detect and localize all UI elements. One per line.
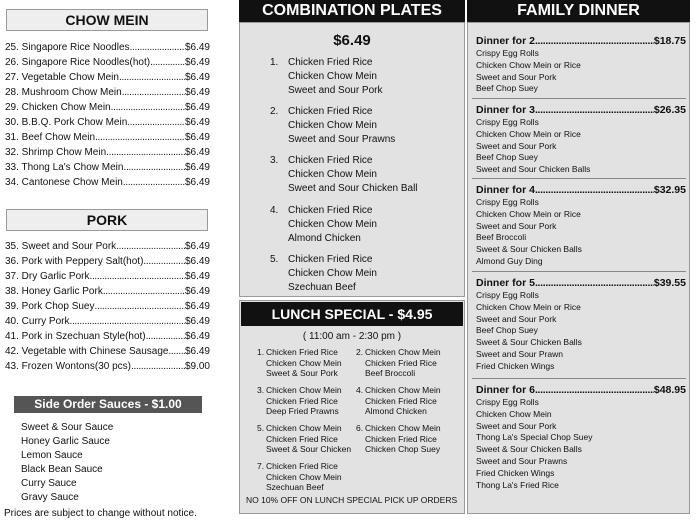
dinner-title [476,184,686,196]
plate-line: Chicken Fried Rice [288,155,373,166]
dinner-items [476,290,582,373]
menu-item-name: 37. Dry Garlic Pork [5,271,90,282]
dot-leader [535,104,654,116]
dinner-title [476,384,686,396]
lunch-special-heading: LUNCH SPECIAL - $4.95 [241,302,463,326]
lunch-set-line: Chicken Chop Suey [365,444,441,454]
combination-price: $6.49 [333,32,371,49]
menu-item [5,83,210,98]
plate-line: Chicken Fried Rice [288,205,373,216]
chow-mein-heading: CHOW MEIN [6,9,208,31]
lunch-set [257,347,342,379]
combination-plate [270,154,418,196]
menu-item [5,282,210,297]
dinner-name: Dinner for 4 [476,184,535,196]
pork-list [5,237,210,372]
side-sauces-heading: Side Order Sauces - $1.00 [14,396,202,413]
menu-item-name: 40. Curry Pork [5,316,70,327]
plate-number: 4. [270,205,279,216]
dinner-item: Chicken Chow Mein [476,408,552,419]
lunch-set [356,423,441,455]
dinner-item: Sweet and Sour Pork [476,71,557,82]
side-sauces-list [21,421,113,505]
menu-item-name: 36. Pork with Peppery Salt(hot) [5,256,144,267]
dinner-divider [472,178,686,179]
plate-line: Chicken Fried Rice [288,57,373,68]
menu-item-name: 42. Vegetable with Chinese Sausage [5,346,169,357]
family-dinner-heading: FAMILY DINNER [467,0,690,22]
lunch-set-line: Chicken Chow Mein [266,423,342,433]
menu-item [5,237,210,252]
sauce-item: Black Bean Sauce [21,464,103,475]
lunch-set-line: Chicken Fried Rice [266,433,338,444]
dot-leader [127,117,185,128]
menu-item-price: $6.49 [184,57,210,68]
menu-item-name: 41. Pork in Szechuan Style(hot) [5,331,146,342]
menu-item-price: $6.49 [184,42,210,53]
dot-leader [535,384,654,396]
dinner-divider [472,271,686,272]
dinner-item: Chicken Chow Mein or Rice [476,59,581,70]
menu-item-price: $6.49 [184,147,210,158]
dinner-item: Crispy Egg Rolls [476,397,539,407]
dot-leader [535,35,654,47]
plate-line: Sweet and Sour Prawns [288,134,396,145]
dot-leader [123,162,185,173]
menu-item [5,252,210,267]
dot-leader [122,87,185,98]
dinner-title [476,104,686,116]
dinner-item: Chicken Chow Mein or Rice [476,208,581,219]
plate-line: Chicken Fried Rice [288,106,373,117]
lunch-set-number: 3. [257,385,265,395]
dinner-item: Thong La's Fried Rice [476,479,559,490]
dinner-item: Sweet and Sour Chicken Balls [476,164,591,175]
lunch-set-number: 4. [356,385,364,395]
plate-line: Chicken Chow Mein [288,169,377,180]
menu-item [5,68,210,83]
left-menu-column [0,0,232,522]
menu-item-price: $6.49 [184,286,210,297]
menu-item-name: 27. Vegetable Chow Mein [5,72,119,83]
lunch-set [257,385,342,417]
dinner-item: Fried Chicken Wings [476,360,555,371]
dot-leader [89,271,185,282]
dinner-price: $48.95 [653,384,686,396]
dot-leader [69,316,185,327]
plate-line: Sweet and Sour Pork [288,85,383,96]
dinner-price: $32.95 [653,184,686,196]
dinner-name: Dinner for 2 [476,35,535,47]
dinner-item: Sweet and Sour Prawns [476,455,568,466]
dinner-price: $26.35 [653,104,686,116]
dinner-price: $39.55 [653,277,686,289]
dinner-title [476,35,686,47]
lunch-set [257,423,352,455]
lunch-set-line: Chicken Chow Mein [266,471,342,482]
dinner-item: Fried Chicken Wings [476,467,555,478]
lunch-set-line: Deep Fried Prawns [266,406,339,416]
dinner-item: Crispy Egg Rolls [476,117,539,127]
lunch-set-number: 6. [356,423,364,433]
lunch-set-line: Almond Chicken [365,406,427,416]
plate-line: Almond Chicken [288,233,361,244]
dot-leader [131,361,185,372]
menu-item-price: $6.49 [184,177,210,188]
dinner-item: Beef Chop Suey [476,325,538,336]
lunch-set-line: Chicken Chow Mein [365,385,441,395]
dinner-item: Sweet and Sour Pork [476,420,557,431]
dot-leader [106,147,185,158]
dinner-items [476,397,592,491]
dinner-price: $18.75 [653,35,686,47]
menu-item [5,38,210,53]
lunch-note: NO 10% OFF ON LUNCH SPECIAL PICK UP ORDERS [246,495,458,505]
dot-leader [95,132,185,143]
dinner-item: Sweet & Sour Chicken Balls [476,444,582,455]
dinner-item: Sweet and Sour Pork [476,313,557,324]
plate-line: Chicken Chow Mein [288,71,377,82]
dinner-divider [472,378,686,379]
combination-plate [270,253,377,295]
menu-item-price: $6.49 [184,87,210,98]
menu-item-name: 38. Honey Garlic Pork [5,286,103,297]
menu-item-price: $9.00 [184,361,210,372]
lunch-set-line: Chicken Fried Rice [365,357,437,368]
dot-leader [535,184,654,196]
lunch-set-number: 1. [257,347,265,357]
dinner-item: Beef Chop Suey [476,152,538,163]
dot-leader [130,42,185,53]
lunch-set-line: Chicken Fried Rice [365,395,437,406]
menu-item-price: $6.49 [184,301,210,312]
dinner-item: Sweet and Sour Pork [476,140,557,151]
lunch-set-line: Chicken Chow Mein [266,385,342,395]
dinner-item: Sweet & Sour Chicken Balls [476,337,582,348]
menu-item-price: $6.49 [184,72,210,83]
lunch-set-number: 7. [257,461,265,471]
lunch-set-number: 2. [356,347,364,357]
menu-item [5,173,210,188]
dot-leader [116,241,185,252]
menu-item-name: 33. Thong La's Chow Mein [5,162,124,173]
menu-item [5,267,210,282]
dinner-item: Chicken Chow Mein or Rice [476,301,581,312]
plate-number: 5. [270,254,279,265]
menu-item [5,143,210,158]
dinner-item: Beef Broccoli [476,232,527,243]
dinner-items [476,117,590,176]
chow-mein-list [5,38,210,188]
menu-item [5,113,210,128]
dinner-item: Almond Guy Ding [476,255,543,266]
dot-leader [123,177,185,188]
combination-plate [270,204,377,246]
sauce-item: Lemon Sauce [21,450,83,461]
dot-leader [103,286,185,297]
lunch-set-line: Sweet & Sour Pork [266,368,338,378]
dinner-item: Sweet and Sour Prawn [476,348,563,359]
menu-item-name: 29. Chicken Chow Mein [5,102,111,113]
lunch-hours: ( 11:00 am - 2:30 pm ) [302,331,402,342]
menu-item [5,53,210,68]
menu-item-price: $6.49 [184,162,210,173]
combination-plates-heading: COMBINATION PLATES [239,0,465,22]
dinner-name: Dinner for 5 [476,277,535,289]
menu-item [5,357,210,372]
menu-item-name: 31. Beef Chow Mein [5,132,96,143]
menu-item-name: 25. Singapore Rice Noodles [5,42,130,53]
dinner-name: Dinner for 3 [476,104,535,116]
dot-leader [95,301,185,312]
sauce-item: Curry Sauce [21,478,77,489]
menu-item-name: 35. Sweet and Sour Pork [5,241,117,252]
lunch-set-line: Chicken Chow Mein [365,347,441,357]
lunch-set [356,385,441,417]
lunch-set-line: Szechuan Beef [266,482,324,492]
menu-item-price: $6.49 [184,241,210,252]
menu-item-price: $6.49 [184,117,210,128]
menu-item-name: 34. Cantonese Chow Mein [5,177,123,188]
dot-leader [535,277,654,289]
dinner-name: Dinner for 6 [476,384,535,396]
price-disclaimer: Prices are subject to change without notice. [4,508,197,519]
dinner-item: Chicken Chow Mein or Rice [476,128,581,139]
plate-line: Chicken Fried Rice [288,254,373,265]
lunch-set-line: Chicken Fried Rice [266,347,338,357]
dot-leader [150,57,185,68]
lunch-set-line: Chicken Fried Rice [266,461,338,471]
plate-line: Sweet and Sour Chicken Ball [288,183,418,194]
dot-leader [143,256,185,267]
sauce-item: Sweet & Sour Sauce [21,422,114,433]
menu-item [5,128,210,143]
menu-item-name: 28. Mushroom Chow Mein [5,87,122,98]
dinner-divider [472,98,686,99]
plate-line: Szechuan Beef [288,282,356,293]
menu-item-price: $6.49 [184,316,210,327]
menu-item [5,158,210,173]
menu-item-name: 32. Shrimp Chow Mein [5,147,107,158]
menu-item-price: $6.49 [184,271,210,282]
menu-item-name: 43. Frozen Wontons(30 pcs) [5,361,131,372]
lunch-set [257,461,342,493]
lunch-set-line: Chicken Chow Mein [266,357,342,368]
plate-number: 2. [270,106,279,117]
dinner-item: Thong La's Special Chop Suey [476,432,593,443]
dinner-item: Crispy Egg Rolls [476,48,539,58]
dot-leader [111,102,185,113]
menu-item-price: $6.49 [184,256,210,267]
plate-line: Chicken Chow Mein [288,268,377,279]
dinner-item: Sweet and Sour Pork [476,220,557,231]
plate-number: 3. [270,155,279,166]
plate-line: Chicken Chow Mein [288,219,377,230]
sauce-item: Gravy Sauce [21,492,79,503]
dinner-title [476,277,686,289]
combination-plate [270,105,396,147]
menu-item [5,342,210,357]
menu-item [5,312,210,327]
menu-item-name: 30. B.B.Q. Pork Chow Mein [5,117,128,128]
sauce-item: Honey Garlic Sauce [21,436,110,447]
dot-leader [146,331,185,342]
plate-line: Chicken Chow Mein [288,120,377,131]
lunch-set-line: Beef Broccoli [365,368,416,378]
lunch-set-line: Sweet & Sour Chicken [266,444,352,454]
dinner-item: Beef Chop Suey [476,83,538,94]
lunch-set-line: Chicken Fried Rice [365,433,437,444]
lunch-set-line: Chicken Chow Mein [365,423,441,433]
menu-item-price: $6.49 [184,331,210,342]
dinner-items [476,197,582,268]
menu-item-name: 26. Singapore Rice Noodles(hot) [5,57,151,68]
menu-item [5,297,210,312]
dot-leader [168,346,185,357]
dinner-items [476,48,581,95]
lunch-set-number: 5. [257,423,265,433]
plate-number: 1. [270,57,279,68]
combination-plate [270,56,383,98]
menu-item [5,98,210,113]
menu-item-name: 39. Pork Chop Suey [5,301,95,312]
dot-leader [119,72,185,83]
lunch-set-line: Chicken Fried Rice [266,395,338,406]
menu-item-price: $6.49 [184,346,210,357]
lunch-set [356,347,441,379]
menu-item-price: $6.49 [184,132,210,143]
dinner-item: Crispy Egg Rolls [476,290,539,300]
pork-heading: PORK [6,209,208,231]
dinner-item: Sweet & Sour Chicken Balls [476,244,582,255]
menu-item-price: $6.49 [184,102,210,113]
menu-item [5,327,210,342]
dinner-item: Crispy Egg Rolls [476,197,539,207]
